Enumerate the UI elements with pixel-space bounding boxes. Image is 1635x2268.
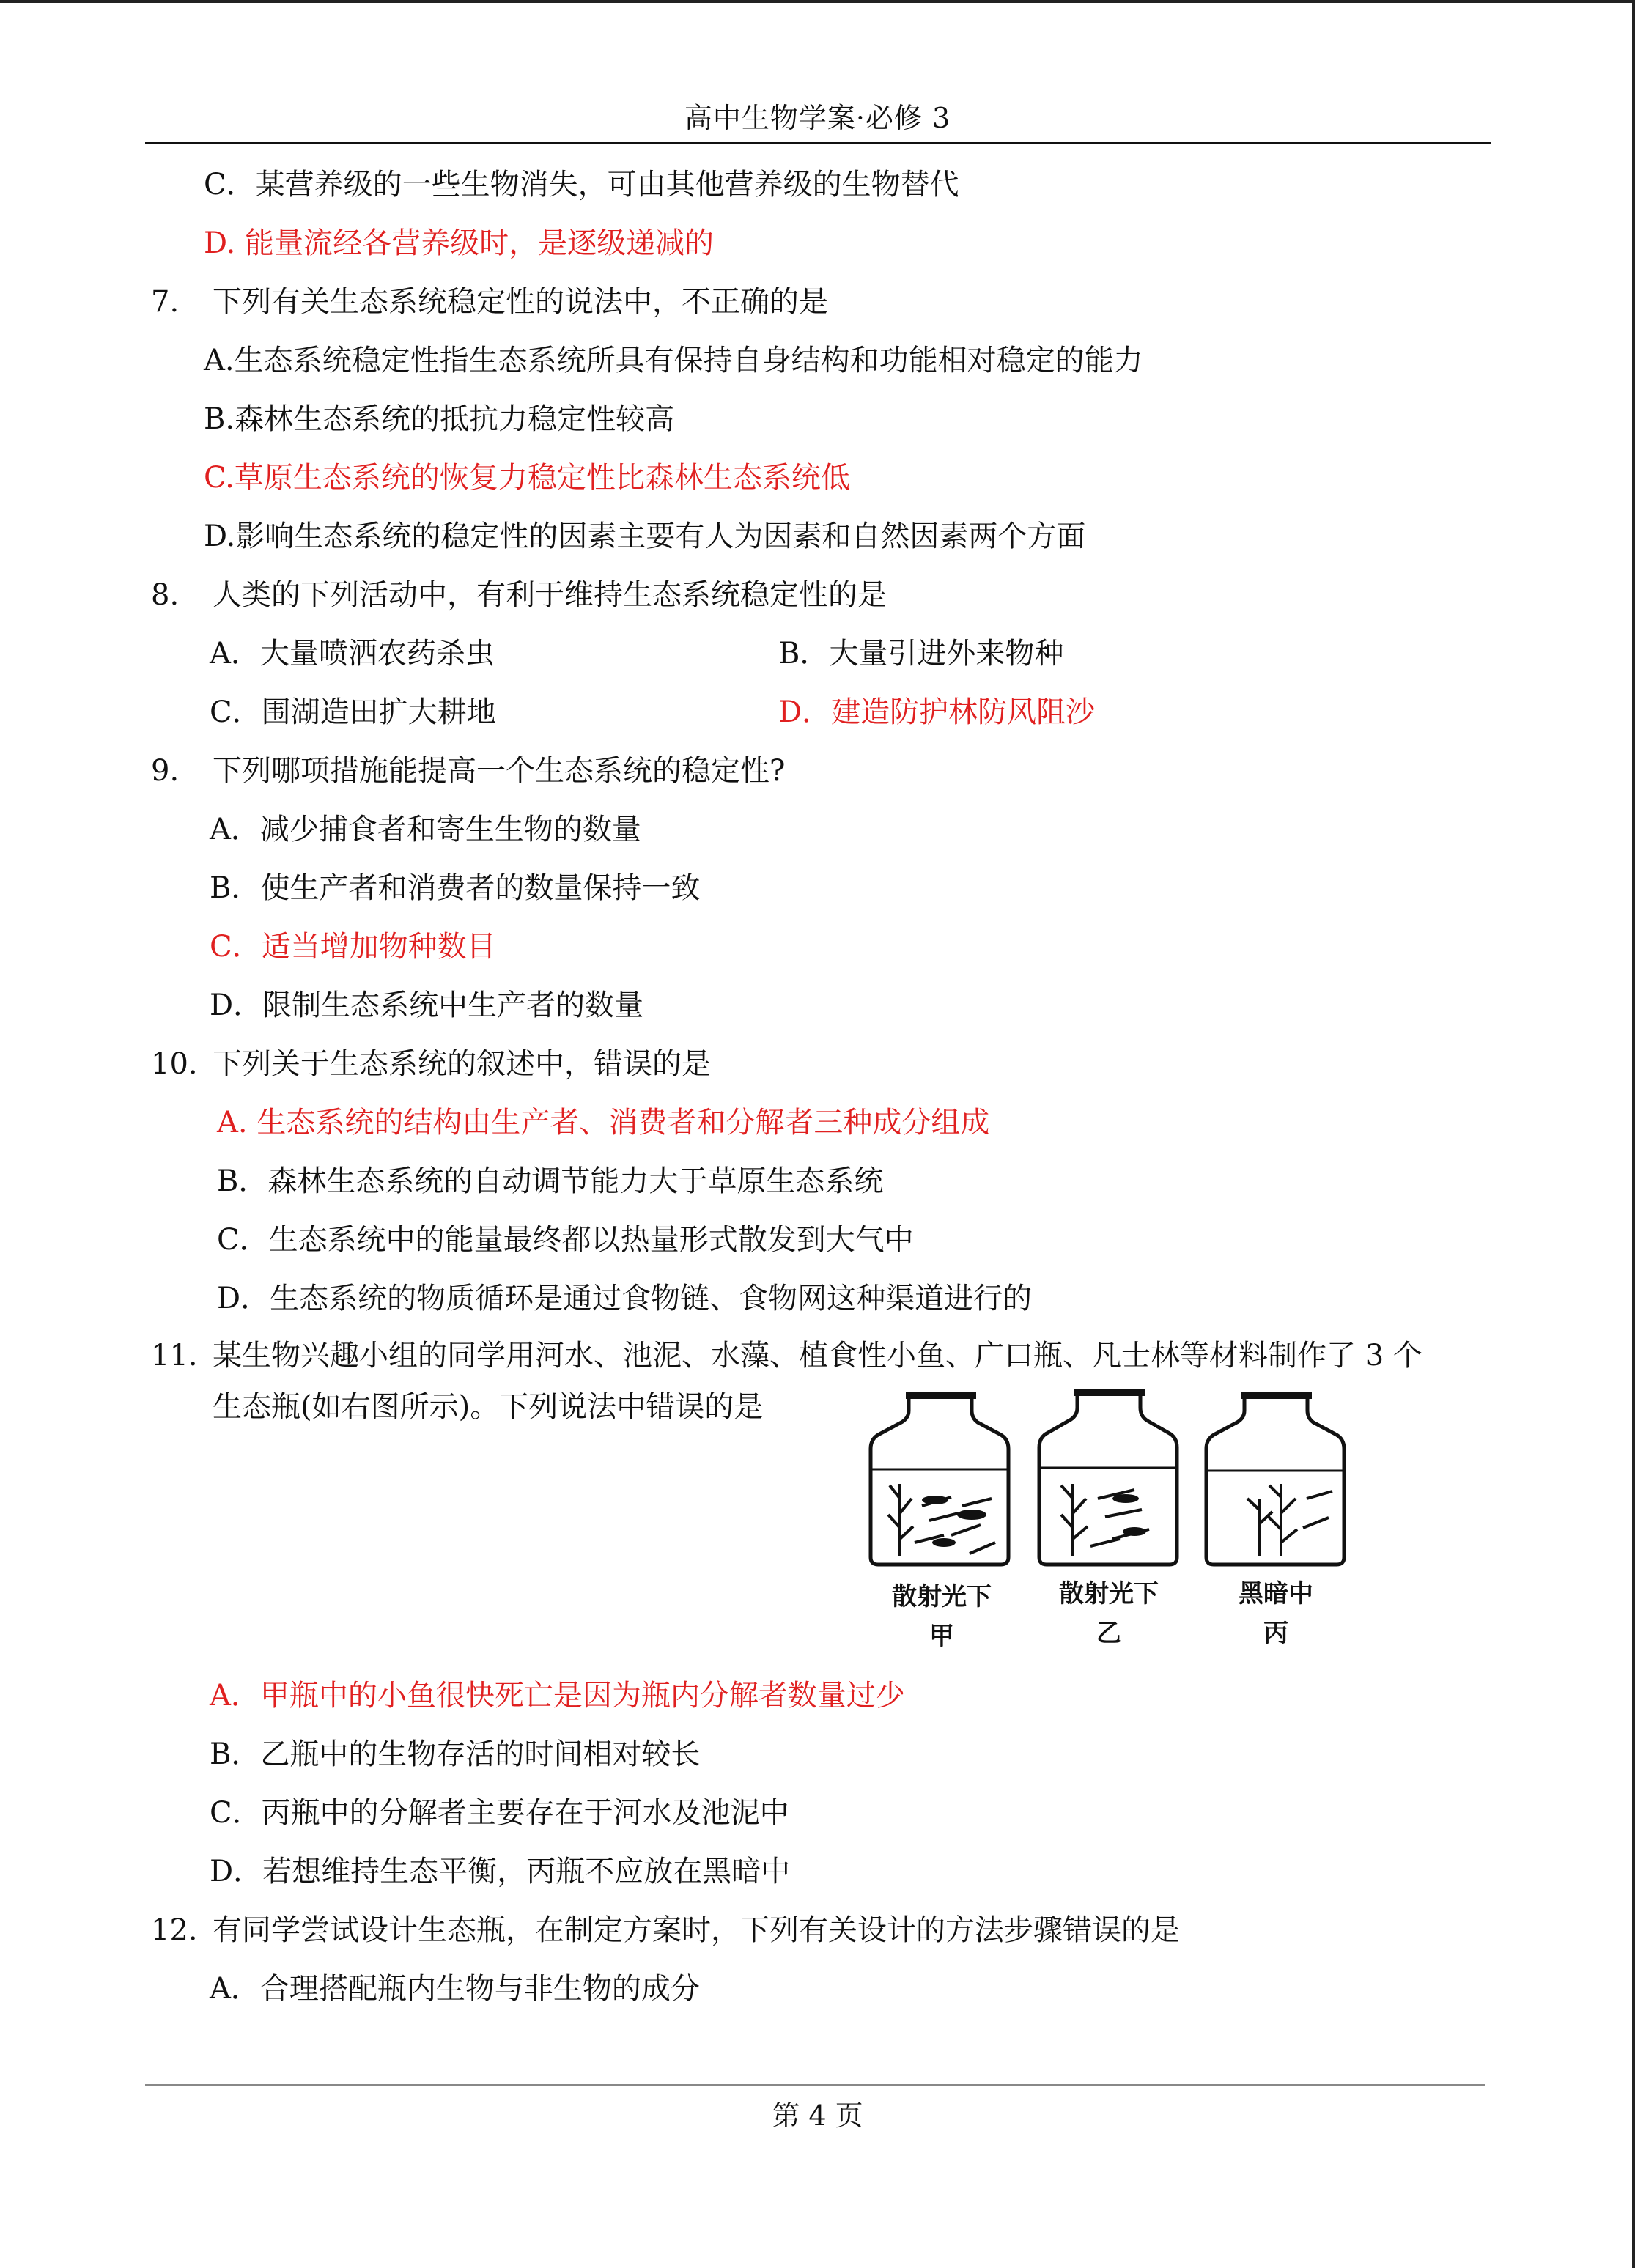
q6-option-c: C．某营养级的一些生物消失，可由其他营养级的生物替代 [204,168,959,202]
q10-option-d: D．生态系统的物质循环是通过食物链、食物网这种渠道进行的 [217,1282,1033,1315]
q10-stem: 下列关于生态系统的叙述中，错误的是 [213,1047,711,1081]
q11-option-b: B．乙瓶中的生物存活的时间相对较长 [210,1737,701,1771]
q9-option-d: D．限制生态系统中生产者的数量 [210,989,644,1022]
q9-stem: 下列哪项措施能提高一个生态系统的稳定性? [213,754,786,788]
q9-option-c-answer: C．适当增加物种数目 [210,930,496,964]
bottle-bing-name: 丙 [1263,1619,1288,1648]
bottle-yi-icon [1039,1389,1177,1565]
frame-border-top [0,0,1635,3]
q10-number: 10. [151,1047,198,1081]
header-rule [145,142,1491,144]
q7-option-d: D.影响生态系统的稳定性的因素主要有人为因素和自然因素两个方面 [204,520,1086,553]
q7-stem: 下列有关生态系统稳定性的说法中，不正确的是 [213,285,828,319]
q11-option-c: C．丙瓶中的分解者主要存在于河水及池泥中 [210,1796,789,1830]
q11-option-a-answer: A．甲瓶中的小鱼很快死亡是因为瓶内分解者数量过少 [210,1679,905,1713]
q10-option-b: B．森林生态系统的自动调节能力大于草原生态系统 [217,1164,884,1198]
q8-option-a: A．大量喷洒农药杀虫 [210,637,495,671]
bottle-jia-condition: 散射光下 [892,1582,992,1611]
page-number: 第 4 页 [772,2099,863,2132]
q8-option-b: B．大量引进外来物种 [778,637,1064,671]
q7-option-a: A.生态系统稳定性指生态系统所具有保持自身结构和功能相对稳定的能力 [204,344,1143,377]
q8-number: 8. [151,578,180,612]
bottle-bing-condition: 黑暗中 [1239,1579,1313,1608]
q9-option-a: A．减少捕食者和寄生生物的数量 [210,813,641,846]
q7-option-b: B.森林生态系统的抵抗力稳定性较高 [204,402,675,436]
q8-option-d-answer: D．建造防护林防风阻沙 [778,695,1096,729]
bottle-bing-icon [1206,1392,1344,1565]
q11-option-d: D．若想维持生态平衡，丙瓶不应放在黑暗中 [210,1855,791,1888]
q12-number: 12. [151,1913,198,1947]
q10-option-c: C．生态系统中的能量最终都以热量形式散发到大气中 [217,1223,914,1257]
q12-option-a: A．合理搭配瓶内生物与非生物的成分 [210,1972,700,2006]
q11-number: 11. [151,1339,198,1373]
q8-option-c: C．围湖造田扩大耕地 [210,695,496,729]
bottle-yi-name: 乙 [1096,1619,1121,1648]
page-header-title: 高中生物学案·必修 3 [684,102,951,134]
ecosystem-bottles-figure [841,1389,1354,1667]
q7-option-c-answer: C.草原生态系统的恢复力稳定性比森林生态系统低 [204,461,850,495]
q8-stem: 人类的下列活动中，有利于维持生态系统稳定性的是 [213,578,887,612]
footer-rule [145,2084,1485,2086]
q12-stem: 有同学尝试设计生态瓶，在制定方案时，下列有关设计的方法步骤错误的是 [213,1913,1180,1947]
bottle-jia-name: 甲 [929,1622,954,1651]
q6-option-d-answer: D. 能量流经各营养级时，是逐级递减的 [204,226,715,260]
bottle-yi-condition: 散射光下 [1059,1579,1159,1608]
frame-border-right [1632,0,1635,2268]
q11-stem-line2: 生态瓶(如右图所示)。下列说法中错误的是 [213,1390,764,1424]
q10-option-a-answer: A. 生态系统的结构由生产者、消费者和分解者三种成分组成 [217,1106,990,1139]
q9-option-b: B．使生产者和消费者的数量保持一致 [210,871,701,905]
q7-number: 7. [151,285,180,319]
q11-stem-line1: 某生物兴趣小组的同学用河水、池泥、水藻、植食性小鱼、广口瓶、凡士林等材料制作了 3 个 [213,1339,1422,1373]
q9-number: 9. [151,754,180,788]
bottle-jia-icon [871,1392,1008,1565]
